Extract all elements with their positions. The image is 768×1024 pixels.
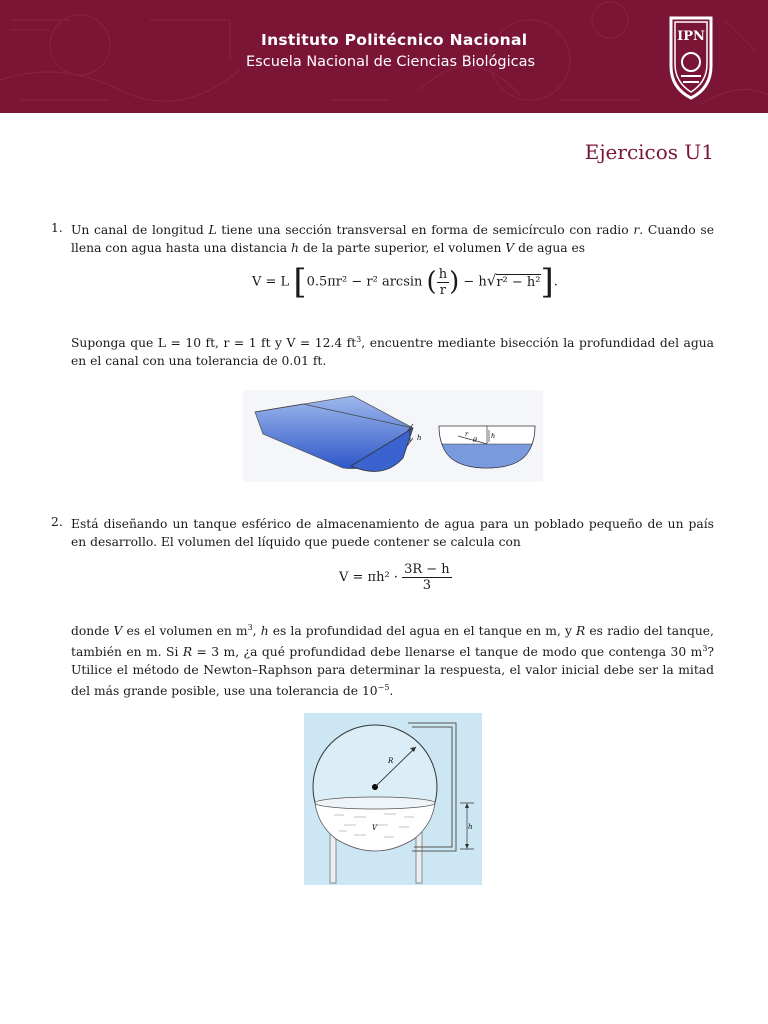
problem-1-statement: Suponga que L = 10 ft, r = 1 ft y V = 12.4 $ft^3$, encuentre mediante bisección la profundidad del agua en el canal con una tolerancia de 0.01 ft. (71, 335, 714, 369)
problem-2-intro: Está diseñando un tanque esférico de almacenamiento de agua para un poblado pequeño de un país en desarrollo. El volumen del líquido que puede contener se calcula con (71, 517, 714, 549)
problem-2-number: 2. (51, 515, 63, 529)
section-h-label: h (491, 432, 496, 440)
problem-2-equation: V = πh² · $\frac{3R - h}{3}$ (339, 562, 450, 593)
tank-radius-label: R (388, 757, 394, 765)
section-theta-label: θ (473, 436, 477, 444)
spherical-tank-figure (304, 713, 482, 885)
problem-1-number: 1. (51, 221, 63, 235)
school-name: Escuela Nacional de Ciencias Biológicas (246, 54, 536, 70)
trough-figure (243, 390, 543, 482)
page-title: Ejercicos U1 (584, 140, 714, 164)
ipn-shield-logo-icon (667, 14, 715, 100)
tank-volume-label: V (372, 824, 378, 832)
section-r-label: r (465, 430, 469, 438)
trough-h-label: h (417, 434, 422, 442)
logo-text: IPN (677, 29, 705, 44)
problem-1-intro: Un canal de longitud L tiene una sección transversal en forma de semicírculo con radio r. Cuando se llena con agua hasta una distancia h de la parte superior, el volumen V de agua es (71, 223, 715, 255)
header-banner (0, 0, 768, 113)
problem-1-equation: V = L [0.5πr² − r² arcsin ( $\frac{h}{r}$ ) − h√r² − h²]. (252, 262, 558, 302)
problem-2-statement: donde V es el volumen en $m^3$, h es la profundidad del agua en el tanque en m, y R es radio del tanque, también en m. Si R = 3 m, ¿a qué profundidad debe llenarse el tanque de modo que contenga 30 $m^3$? Utilice el método de Newton–Raphson para determinar la respuesta, el valor inicial debe ser la mitad del más grande posible, use una tolerancia de $10^{-5}$. (71, 623, 714, 699)
tank-depth-label: h (468, 823, 473, 831)
institution-name: Instituto Politécnico Nacional (261, 31, 528, 49)
